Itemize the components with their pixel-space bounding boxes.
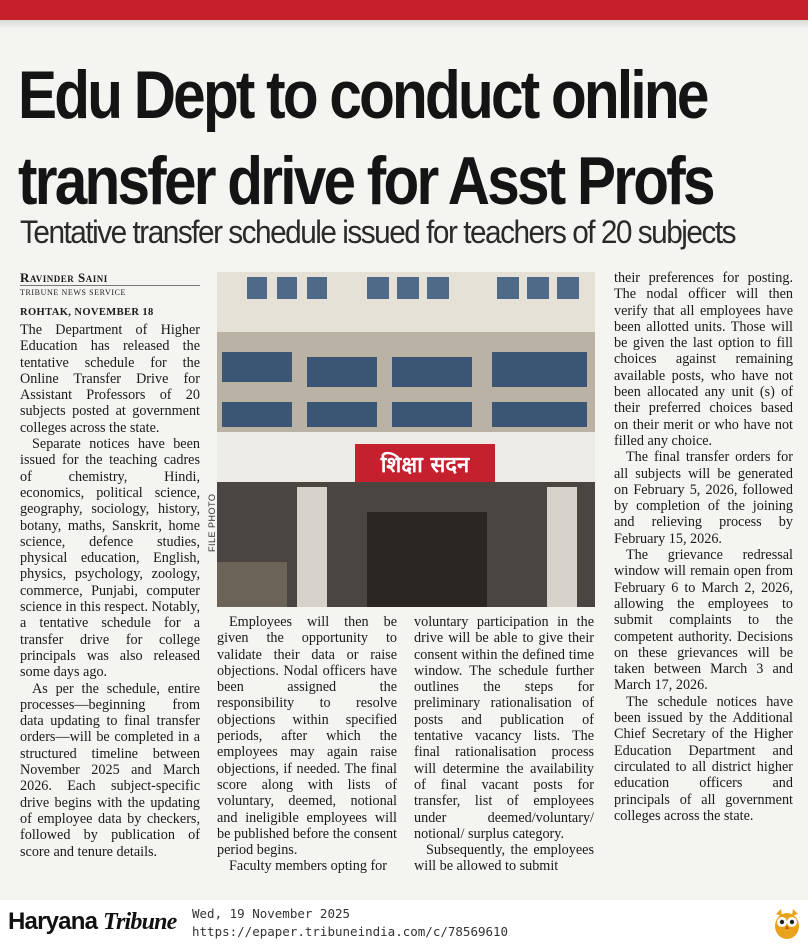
building-photo (217, 272, 595, 607)
paragraph: The grievance redressal window will remain open from February 6 to March 2, 2026, allowing the employees to submit complaints to the competent authority. Decisions on these grievances will be taken between March 3 and March 17, 2026. (614, 547, 793, 694)
top-red-bar (0, 0, 808, 20)
paragraph: The final transfer orders for all subjects will be generated on February 5, 2026, followed by completion of the joining and relieving process by February 15, 2026. (614, 449, 793, 547)
news-service: TRIBUNE NEWS SERVICE (20, 288, 127, 297)
logo-word-haryana: Haryana (8, 908, 98, 935)
byline-rule (20, 285, 200, 286)
paragraph: Employees will then be given the opportunity to validate their data or raise objections. Nodal officers have been assigned the responsibility to resolve objections within specified periods, after which the employees may again raise objections, if needed. The final score along with lists of voluntary, deemed, notional and ineligible employees will be published before the consent period begins. (217, 614, 397, 859)
logo-word-tribune: Tribune (103, 909, 177, 935)
photo-credit: FILE PHOTO (207, 493, 217, 552)
headline-line-2: transfer drive for Asst Profs (18, 143, 713, 219)
sign-text: शिक्षा सदन (380, 453, 470, 478)
subheadline: Tentative transfer schedule issued for teachers of 20 subjects (20, 214, 736, 250)
top-shade (0, 20, 808, 28)
paragraph: Faculty members opting for (229, 858, 388, 875)
headline (18, 52, 713, 224)
paragraph: Subsequently, the employees will be allowed to submit (414, 842, 594, 875)
paragraph: Separate notices have been issued for the teaching cadres of chemistry, Hindi, economics, political science, geography, sociology, history, botany, maths, Sanskrit, home science, defence studies, physical education, English, physics, psychology, zoology, commerce, Punjabi, computer science in this respect. Notably, a tentative schedule for a transfer drive for college principals was also released some days ago. (20, 436, 200, 681)
column-2 (217, 614, 397, 875)
paragraph: voluntary participation in the drive will be able to give their consent within the defined time window. The schedule further outlines the steps for preliminary rationalisation of posts and publication of tentative vacancy lists. The final rationalisation process will determine the availability of final vacant posts for transfer, list of employees under deemed/voluntary/ notional/ surplus category. (414, 614, 594, 842)
headline-line-1: Edu Dept to conduct online (18, 57, 707, 133)
column-4 (614, 270, 793, 824)
byline: Ravinder Saini (20, 270, 108, 285)
haryana-tribune-logo (8, 908, 177, 936)
paragraph: their preferences for posting. The nodal officer will then verify that all employees have been allotted units. Those will be given the last option to fill choices against remaining available posts, who have not been allocated any unit (s) of their preferred choices based on their merit or who have not filled any choice. (614, 270, 793, 449)
photo-illustration (217, 272, 595, 607)
paragraph: The Department of Higher Education has released the tentative schedule for the Online Transfer Drive for Assistant Professors of 20 subjects posted at government colleges across the state. (20, 322, 200, 436)
column-1 (20, 322, 200, 860)
footer-url[interactable]: https://epaper.tribuneindia.com/c/78569610 (192, 924, 509, 939)
owl-icon (772, 906, 802, 940)
dateline: ROHTAK, NOVEMBER 18 (20, 307, 154, 318)
footer-date: Wed, 19 November 2025 (192, 906, 351, 921)
column-3 (414, 614, 594, 875)
paragraph: The schedule notices have been issued by the Additional Chief Secretary of the Higher Education Department and circulated to all district higher education officers and principals of all government colleges across the state. (614, 693, 793, 824)
paragraph: As per the schedule, entire processes—beginning from data updating to final transfer orders—will be completed in a structured timeline between November 2025 and March 2026. Each subject-specific drive begins with the updating of employee data by checkers, followed by publication of score and tenure details. (20, 680, 200, 860)
